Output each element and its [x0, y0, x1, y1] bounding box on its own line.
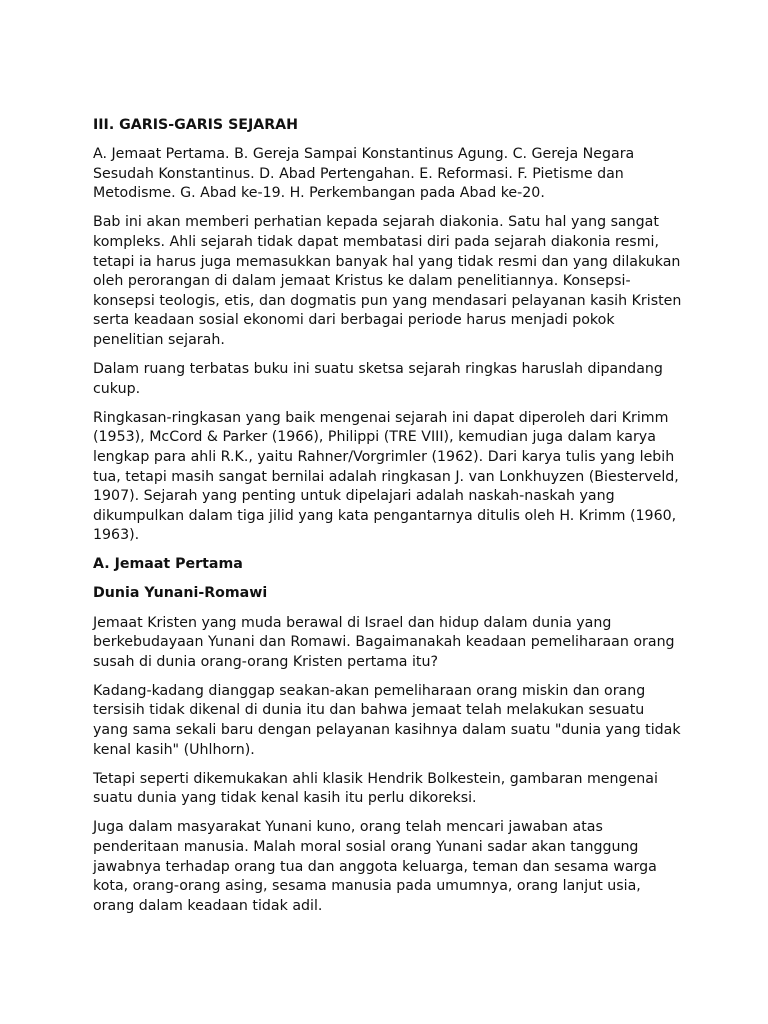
chapter-outline: A. Jemaat Pertama. B. Gereja Sampai Konstantinus Agung. C. Gereja Negara Sesudah Konstantinus. D. Abad Pertengahan. E. Reformasi. F. Pietisme dan Metodisme. G. Abad ke-19. H. Perkembangan pada Abad ke-20. — [93, 146, 635, 202]
paragraph: Kadang-kadang dianggap seakan-akan pemeliharaan orang miskin dan orang tersisih tidak dikenal di dunia itu dan bahwa jemaat telah melakukan sesuatu yang sama sekali baru dengan pelayanan kasihnya dalam suatu "dunia yang tidak kenal kasih" (Uhlhorn). — [93, 682, 681, 758]
paragraph: Juga dalam masyarakat Yunani kuno, orang telah mencari jawaban atas penderitaan manusia. Malah moral sosial orang Yunani sadar akan tanggung jawabnya terhadap orang tua dan anggota keluarga, teman dan sesama warga kota, orang-orang asing, sesama manusia pada umumnya, orang lanjut usia, orang dalam keadaan tidak adil. — [93, 819, 657, 914]
paragraph: Tetapi seperti dikemukakan ahli klasik Hendrik Bolkestein, gambaran mengenai suatu dunia yang tidak kenal kasih itu perlu dikoreksi. — [93, 770, 658, 807]
document-page — [93, 116, 683, 926]
paragraph: Dalam ruang terbatas buku ini suatu sketsa sejarah ringkas haruslah dipandang cukup. — [93, 361, 663, 397]
section-title: III. GARIS-GARIS SEJARAH — [93, 117, 299, 133]
paragraph: Bab ini akan memberi perhatian kepada sejarah diakonia. Satu hal yang sangat kompleks. Ahli sejarah tidak dapat membatasi diri pada sejarah diakonia resmi, tetapi ia harus juga memasukkan banyak hal yang tidak resmi dan yang dilakukan oleh perorangan di dalam jemaat Kristus ke dalam penelitiannya. Konsepsi-konsepsi teologis, etis, dan dogmatis pun yang mendasari pelayanan kasih Kristen serta keadaan sosial ekonomi dari berbagai periode harus menjadi pokok penelitian sejarah. — [93, 214, 682, 348]
subsection-title: A. Jemaat Pertama — [93, 556, 243, 573]
subsubsection-title: Dunia Yunani-Romawi — [93, 585, 268, 602]
paragraph: Jemaat Kristen yang muda berawal di Israel dan hidup dalam dunia yang berkebudayaan Yunani dan Romawi. Bagaimanakah keadaan pemeliharaan orang susah di dunia orang-orang Kristen pertama itu? — [93, 614, 675, 670]
paragraph: Ringkasan-ringkasan yang baik mengenai sejarah ini dapat diperoleh dari Krimm (1953), McCord & Parker (1966), Philippi (TRE VIII), kemudian juga dalam karya lengkap para ahli R.K., yaitu Rahner/Vorgrimler (1962). Dari karya tulis yang lebih tua, tetapi masih sangat bernilai adalah ringkasan J. van Lonkhuyzen (Biesterveld, 1907). Sejarah yang penting untuk dipelajari adalah naskah-naskah yang dikumpulkan dalam tiga jilid yang kata pengantarnya ditulis oleh H. Krimm (1960, 1963). — [93, 409, 679, 544]
